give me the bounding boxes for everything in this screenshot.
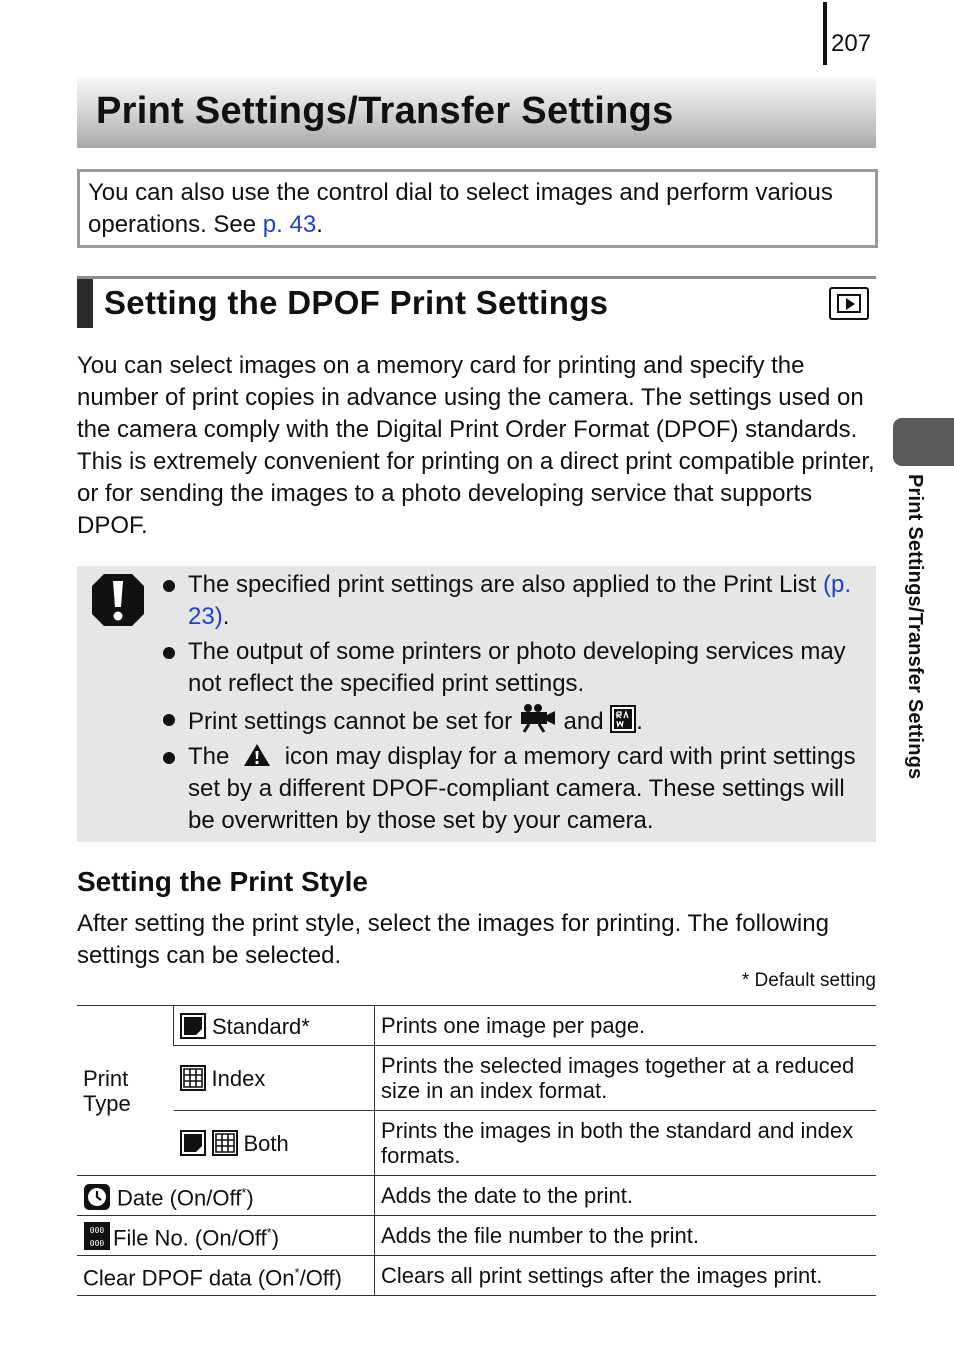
table-row xyxy=(77,1046,876,1111)
section-rule xyxy=(77,276,876,279)
option-label: Index xyxy=(211,1066,266,1091)
caution-icon xyxy=(90,572,146,628)
date-label: Date (On/Off xyxy=(117,1185,242,1211)
caution-item-end: . xyxy=(222,603,230,630)
desc-cell: Prints one image per page. xyxy=(375,1006,877,1046)
print-type-label-text: Print Type xyxy=(83,1065,131,1116)
table-row xyxy=(77,1216,876,1256)
playback-mode-icon xyxy=(829,287,869,320)
option-cell xyxy=(174,1046,375,1111)
caution-item-end: . xyxy=(636,708,643,735)
caution-item-text: The xyxy=(188,743,230,770)
default-setting-note: * Default setting xyxy=(741,970,876,991)
page-number-rule xyxy=(823,2,827,65)
section-bar xyxy=(77,279,93,328)
page-23-link[interactable]: (p. 23) xyxy=(188,571,852,630)
desc-cell: Adds the date to the print. xyxy=(375,1176,877,1216)
table-row xyxy=(77,1006,876,1046)
page-number: 207 xyxy=(831,30,872,57)
option-label: Standard* xyxy=(212,1013,310,1039)
title-band xyxy=(77,77,876,148)
desc-cell: Clears all print settings after the images print. xyxy=(375,1256,877,1296)
caution-list xyxy=(163,566,868,837)
caution-item-text: Print settings cannot be set for xyxy=(188,708,513,735)
file-number-icon xyxy=(83,1221,111,1251)
page-43-link[interactable]: p. 43 xyxy=(262,211,317,238)
section-title: Setting the DPOF Print Settings xyxy=(104,284,609,321)
option-cell xyxy=(174,1006,375,1046)
desc-cell: Prints the images in both the standard and index formats. xyxy=(375,1111,877,1176)
caution-item xyxy=(163,741,868,837)
info-text-body: You can also use the control dial to select images and perform various operations. See xyxy=(88,179,833,238)
print-type-label xyxy=(77,1006,174,1176)
file-number-label: File No. (On/Off xyxy=(113,1225,267,1251)
option-label: Both xyxy=(243,1131,289,1156)
option-cell xyxy=(174,1111,375,1176)
table-row xyxy=(77,1176,876,1216)
svg-text:000: 000 xyxy=(89,1238,105,1248)
caution-item xyxy=(163,703,868,738)
desc-cell: Adds the file number to the print. xyxy=(375,1216,877,1256)
file-number-cell xyxy=(77,1216,375,1256)
caution-box xyxy=(77,566,876,842)
print-style-heading: Setting the Print Style xyxy=(77,866,368,897)
file-number-label-end: ) xyxy=(271,1225,280,1251)
svg-text:000: 000 xyxy=(89,1225,105,1235)
side-tab xyxy=(893,418,954,466)
standard-print-icon xyxy=(180,1013,206,1039)
default-star: * xyxy=(241,1185,247,1201)
date-label-end: ) xyxy=(246,1185,254,1211)
date-cell xyxy=(77,1176,375,1216)
info-box xyxy=(77,169,878,248)
desc-cell: Prints the selected images together at a reduced size in an index format. xyxy=(375,1046,877,1111)
caution-item: The output of some printers or photo developing services may not reflect the specified print settings. xyxy=(163,636,868,700)
clear-dpof-label-end: /Off) xyxy=(299,1265,342,1291)
default-star: * xyxy=(294,1265,300,1281)
intro-paragraph: You can select images on a memory card for printing and specify the number of print copies in advance using the camera. The settings used on the camera comply with the Digital Print Order Format (DPOF) standards. This is extremely convenient for printing on a direct print compatible printer, or for sending the images to a photo developing service that supports DPOF. xyxy=(77,352,875,539)
caution-item-text: icon may display for a memory card with print settings set by a different DPOF-compliant camera. These settings will be overwritten by those set by your camera. xyxy=(188,743,856,834)
side-tab-label: Print Settings/Transfer Settings xyxy=(904,474,926,780)
clear-dpof-cell xyxy=(77,1256,375,1296)
raw-icon xyxy=(610,705,636,733)
caution-item xyxy=(163,569,868,633)
info-text-end: . xyxy=(316,211,323,238)
caution-item-and: and xyxy=(563,708,604,735)
date-clock-icon xyxy=(83,1183,111,1211)
info-text xyxy=(88,177,868,241)
standard-print-icon xyxy=(180,1130,206,1156)
print-style-paragraph: After setting the print style, select the images for printing. The following settings can be selected. xyxy=(77,910,829,969)
clear-dpof-label: Clear DPOF data (On xyxy=(83,1265,295,1291)
index-print-icon xyxy=(180,1065,206,1091)
table-row xyxy=(77,1111,876,1176)
caution-item-text: The specified print settings are also applied to the Print List xyxy=(188,571,824,598)
index-print-icon xyxy=(212,1130,238,1156)
page-title: Print Settings/Transfer Settings xyxy=(96,90,674,132)
warning-icon xyxy=(242,742,272,768)
movie-icon xyxy=(519,703,557,733)
default-star: * xyxy=(266,1225,272,1241)
settings-table xyxy=(77,1005,876,1296)
table-row xyxy=(77,1256,876,1296)
